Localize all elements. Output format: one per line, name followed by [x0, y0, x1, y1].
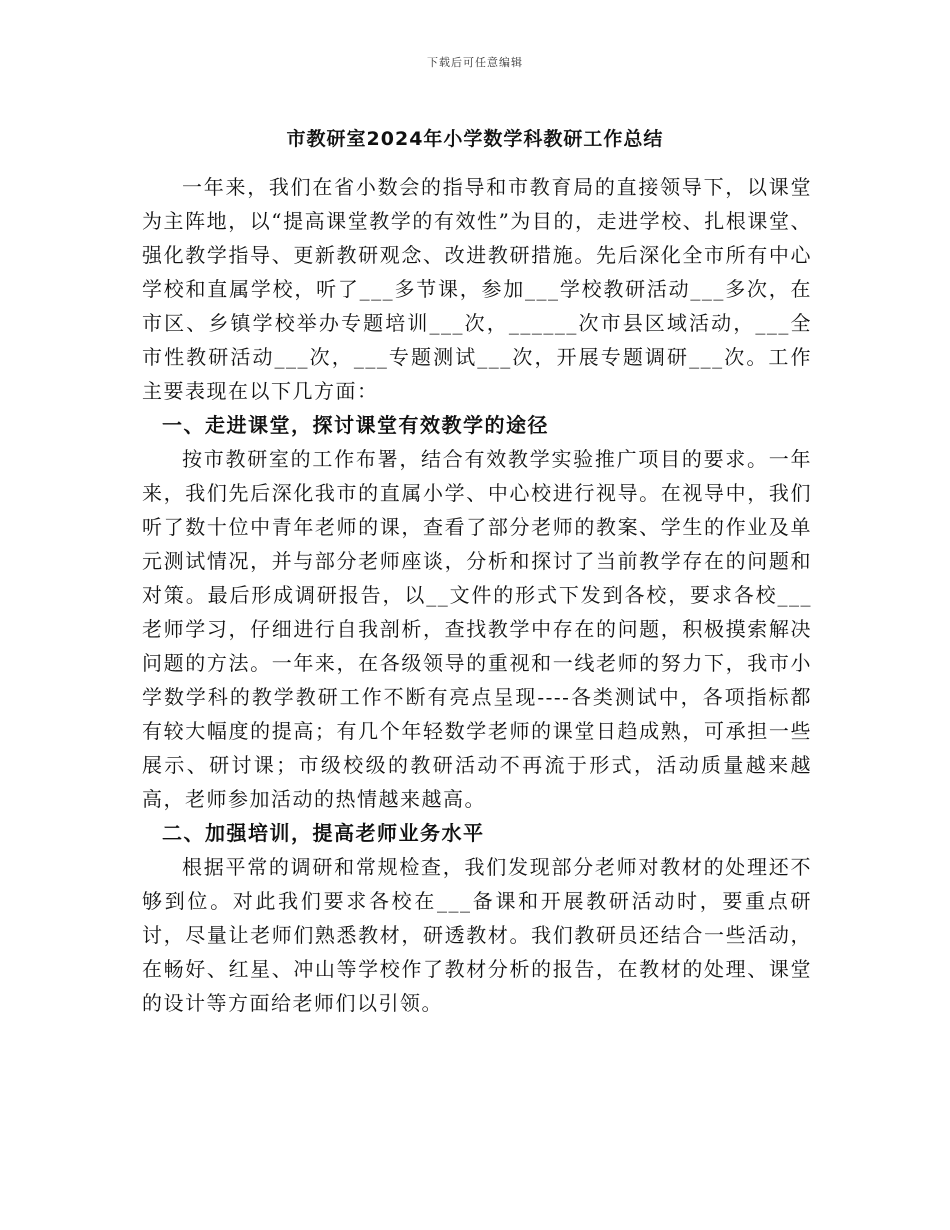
intro-paragraph: 一年来，我们在省小数会的指导和市教育局的直接领导下，以课堂为主阵地，以“提高课堂教学的有效性”为目的，走进学校、扎根课堂、强化教学指导、更新教研观念、改进教研措施。先后深化全市所有中心学校和直属学校，听了___多节课，参加___学校教研活动___多次，在市区、乡镇学校举办专题培训___次，______次市县区域活动，___全市性教研活动___次，___专题测试___次，开展专题调研___次。工作主要表现在以下几方面： [142, 175, 812, 403]
section-2-paragraph: 根据平常的调研和常规检查，我们发现部分老师对教材的处理还不够到位。对此我们要求各校在___备课和开展教研活动时，要重点研讨，尽量让老师们熟悉教材，研透教材。我们教研员还结合一些活动，在畅好、红星、冲山等学校作了教材分析的报告，在教材的处理、课堂的设计等方面给老师们以引领。 [142, 855, 812, 1015]
header-note: 下载后可任意编辑 [427, 56, 523, 69]
section-1-paragraph: 按市教研室的工作布署，结合有效教学实验推广项目的要求。一年来，我们先后深化我市的直属小学、中心校进行视导。在视导中，我们听了数十位中青年老师的课，查看了部分老师的教案、学生的作业及单元测试情况，并与部分老师座谈，分析和探讨了当前教学存在的问题和对策。最后形成调研报告，以__文件的形式下发到各校，要求各校___老师学习，仔细进行自我剖析，查找教学中存在的问题，积极摸索解决问题的方法。一年来，在各级领导的重视和一线老师的努力下，我市小学数学科的教学教研工作不断有亮点呈现----各类测试中，各项指标都有较大幅度的提高；有几个年轻数学老师的课堂日趋成熟，可承担一些展示、研讨课；市级校级的教研活动不再流于形式，活动质量越来越高，老师参加活动的热情越来越高。 [142, 447, 812, 811]
document-body [142, 170, 812, 1020]
section-1-heading: 一、走进课堂，探讨课堂有效教学的途径 [162, 413, 549, 437]
section-2-heading: 二、加强培训，提高老师业务水平 [162, 821, 485, 845]
document-title: 市教研室2024年小学数学科教研工作总结 [286, 128, 664, 150]
